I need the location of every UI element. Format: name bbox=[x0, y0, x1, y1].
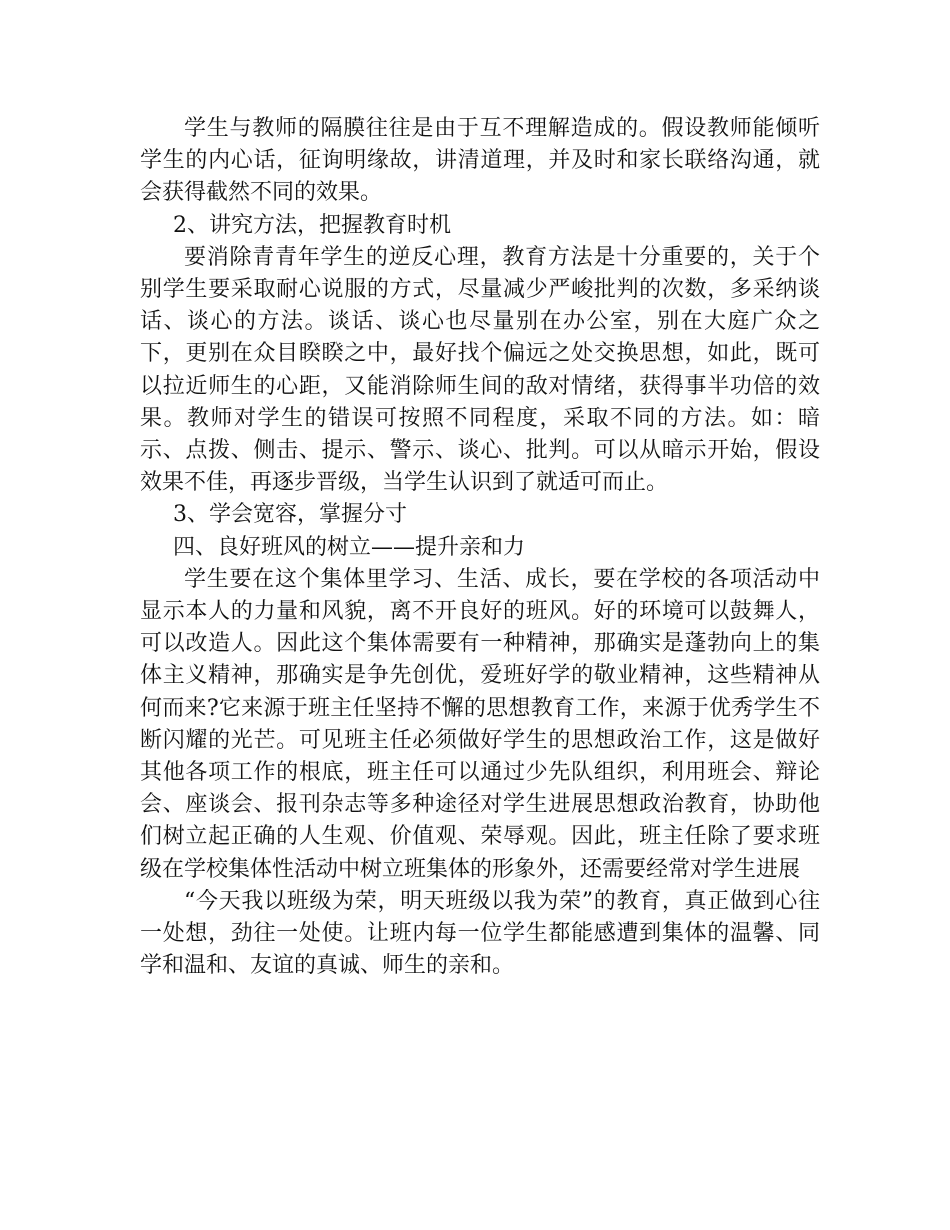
paragraph: “今天我以班级为荣，明天班级以我为荣”的教育，真正做到心往一处想，劲往一处使。让班内每一位学生都能感遭到集体的温馨、同学和温和、友谊的真诚、师生的亲和。 bbox=[140, 888, 820, 979]
section-heading: 四、良好班风的树立——提升亲和力 bbox=[173, 534, 526, 560]
paragraph: 学生与教师的隔膜往往是由于互不理解造成的。假设教师能倾听学生的内心话，征询明缘故，讲清道理，并及时和家长联络沟通，就会获得截然不同的效果。 bbox=[140, 116, 820, 206]
document-body bbox=[140, 113, 820, 982]
paragraph: 要消除青青年学生的逆反心理，教育方法是十分重要的，关于个别学生要采取耐心说服的方式，尽量减少严峻批判的次数，多采纳谈话、谈心的方法。谈话、谈心也尽量别在办公室，别在大庭广众之下，更别在众目睽睽之中，最好找个偏远之处交换思想，如此，既可以拉近师生的心距，又能消除师生间的敌对情绪，获得事半功倍的效果。教师对学生的错误可按照不同程度，采取不同的方法。如：暗示、点拨、侧击、提示、警示、谈心、批判。可以从暗示开始，假设效果不佳，再逐步晋级，当学生认识到了就适可而止。 bbox=[140, 244, 820, 496]
paragraph: 学生要在这个集体里学习、生活、成长，要在学校的各项活动中显示本人的力量和风貌，离不开良好的班风。好的环境可以鼓舞人，可以改造人。因此这个集体需要有一种精神，那确实是蓬勃向上的集体主义精神，那确实是争先创优，爱班好学的敬业精神，这些精神从何而来?它来源于班主任坚持不懈的思想教育工作，来源于优秀学生不断闪耀的光芒。可见班主任必须做好学生的思想政治工作，这是做好其他各项工作的根底，班主任可以通过少先队组织，利用班会、辩论会、座谈会、报刊杂志等多种途径对学生进展思想政治教育，协助他们树立起正确的人生观、价值观、荣辱观。因此，班主任除了要求班级在学校集体性活动中树立班集体的形象外，还需要经常对学生进展 bbox=[140, 566, 820, 882]
section-heading: 2、讲究方法，把握教育时机 bbox=[173, 212, 451, 238]
section-heading: 3、学会宽容，掌握分寸 bbox=[173, 502, 407, 528]
